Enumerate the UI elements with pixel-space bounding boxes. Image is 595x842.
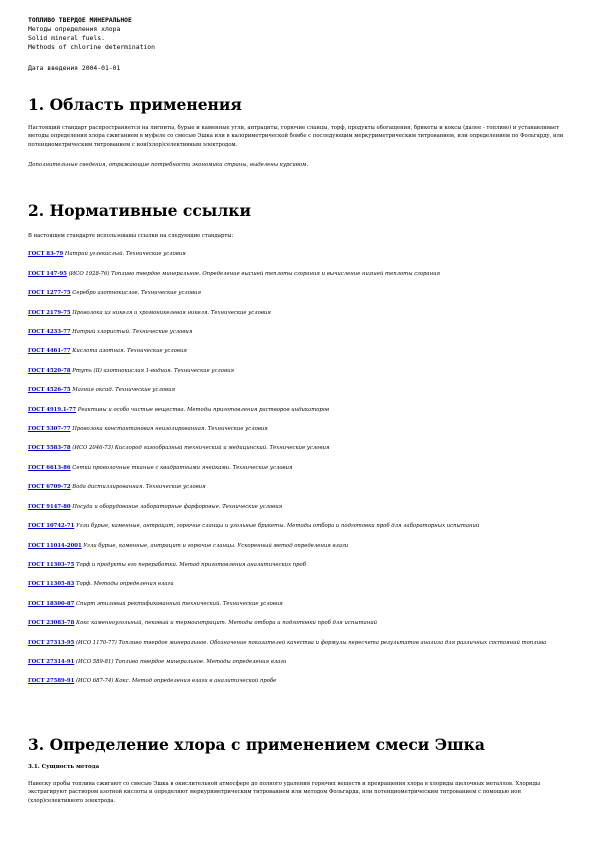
reference-link[interactable]: ГОСТ 5307-77 (28, 426, 71, 433)
section-chlorine (28, 734, 568, 805)
doc-subtitle-en: Methods of chlorine determination (28, 43, 155, 51)
reference-item (28, 561, 568, 569)
reference-link[interactable]: ГОСТ 9147-80 (28, 503, 71, 510)
reference-title: (ИСО 2046-73) Кислород газообразный технический и медицинский. Технические условия (70, 445, 330, 452)
reference-link[interactable]: ГОСТ 11014-2001 (28, 542, 82, 549)
reference-link[interactable]: ГОСТ 23083-78 (28, 620, 75, 627)
scope-note: Дополнительные сведения, отражающие потребности экономики страны, выделены курсивом. (28, 162, 309, 169)
reference-title: Реактивы и особо чистые вещества. Методы приготовления растворов индикаторов (76, 406, 330, 413)
section-references (28, 200, 568, 686)
doc-title: ТОПЛИВО ТВЕРДОЕ МИНЕРАЛЬНОЕ (28, 16, 132, 24)
reference-title: (ИСО 687-74) Кокс. Метод определения влаги в аналитической пробе (74, 678, 277, 685)
reference-item (28, 619, 568, 627)
reference-item (28, 580, 568, 588)
reference-link[interactable]: ГОСТ 6613-86 (28, 464, 71, 471)
reference-link[interactable]: ГОСТ 147-95 (28, 270, 67, 277)
references-intro: В настоящем стандарте использованы ссылки на следующие стандарты: (28, 233, 234, 239)
section-title: 2. Нормативные ссылки (28, 201, 251, 220)
reference-title: Серебро азотнокислое. Технические условия (70, 290, 201, 297)
reference-link[interactable]: ГОСТ 27313-95 (28, 639, 75, 646)
reference-item (28, 347, 568, 355)
reference-link[interactable]: ГОСТ 4520-78 (28, 367, 71, 374)
reference-title: Натрий углекислый. Технические условия (63, 251, 186, 258)
reference-title: (ИСО 1170-77) Топливо твердое минеральное. Обозначение показателей качества и формулы пересчета результатов анализа для различных состояний топлива (74, 639, 547, 646)
reference-title: Магния оксид. Технические условия (70, 387, 176, 394)
reference-title: Угли бурые, каменные, антрацит, горючие сланцы и угольные брикеты. Методы отбора и подготовки проб для лабораторных испытаний (74, 523, 480, 530)
reference-title: Спирт этиловый ректификованный технический. Технические условия (74, 600, 283, 607)
reference-title: Торф и продукты его переработки. Метод приготовления аналитических проб (74, 561, 306, 568)
reference-item (28, 309, 568, 317)
reference-title: Сетки проволочные тканые с квадратными ячейками. Технические условия (70, 464, 293, 471)
reference-item (28, 406, 568, 414)
reference-item (28, 483, 568, 491)
reference-link[interactable]: ГОСТ 4461-77 (28, 348, 71, 355)
reference-item (28, 522, 568, 530)
effective-date: Дата введения 2004-01-01 (28, 64, 121, 72)
reference-link[interactable]: ГОСТ 27589-91 (28, 678, 75, 685)
reference-title: Кислота азотная. Технические условия (70, 348, 187, 355)
reference-item (28, 658, 568, 666)
reference-link[interactable]: ГОСТ 4233-77 (28, 329, 71, 336)
subsection-title: 3.1. Сущность метода (28, 764, 100, 770)
reference-item (28, 289, 568, 297)
reference-link[interactable]: ГОСТ 4919.1-77 (28, 406, 77, 413)
references-list (28, 250, 568, 685)
reference-title: Натрий хлористый. Технические условия (70, 329, 193, 336)
reference-link[interactable]: ГОСТ 11305-83 (28, 581, 75, 588)
reference-item (28, 386, 568, 394)
doc-subtitle: Методы определения хлора (28, 25, 121, 33)
reference-title: Угли бурые, каменные, антрацит и горючие сланцы. Ускоренный метод определения влаги (81, 542, 349, 549)
reference-item (28, 270, 568, 278)
reference-item (28, 542, 568, 550)
reference-link[interactable]: ГОСТ 4526-75 (28, 387, 71, 394)
reference-item (28, 425, 568, 433)
reference-title: Вода дистиллированная. Технические условия (70, 484, 206, 491)
reference-title: Ртуть (II) азотнокислая 1-водная. Технические условия (70, 367, 234, 374)
reference-title: Кокс каменноугольный, пековый и термоантрацит. Методы отбора и подготовки проб для испытаний (74, 620, 378, 627)
reference-item (28, 250, 568, 258)
reference-title: Проволока из никеля и хромоникелевая никеля. Технические условия (70, 309, 271, 316)
scope-paragraph: Настоящий стандарт распространяется на лигниты, бурые и каменные угли, антрациты, горючие сланцы, торф, продукты обогащения, брикеты и коксы (далее - топливо) и устанавливает методы определения хлора сжиганием в муфеле со смесью Эшка или в калориметрической бомбе с последующим меркуриметрическим титрованием, или определением по Фольгарду, или потенциометрическим титрованием с ион(хлор)селективным электродом. (28, 125, 564, 148)
reference-link[interactable]: ГОСТ 18300-87 (28, 600, 75, 607)
reference-title: (ИСО 589-81) Топливо твердое минеральное. Методы определения влаги (74, 658, 287, 665)
reference-link[interactable]: ГОСТ 5583-78 (28, 445, 71, 452)
section-scope (28, 94, 568, 170)
reference-item (28, 639, 568, 647)
reference-item (28, 328, 568, 336)
reference-link[interactable]: ГОСТ 2179-75 (28, 309, 71, 316)
reference-link[interactable]: ГОСТ 1277-75 (28, 290, 71, 297)
reference-link[interactable]: ГОСТ 10742-71 (28, 523, 75, 530)
reference-title: Проволока константановая неизолированная. Технические условия (70, 426, 268, 433)
reference-item (28, 464, 568, 472)
method-paragraph: Навеску пробы топлива сжигают со смесью Эшка в окислительной атмосфере до полного удаления горючих веществ и превращения хлора в хлориды щелочных металлов. Хлориды экстрагируют раствором азотной кислоты и определяют меркуриметрическим титрованием или методом Фольгарда, или потенциометрическим титрованием с помощью ион (хлор)селективного электрода. (28, 781, 541, 804)
reference-item (28, 600, 568, 608)
doc-title-en: Solid mineral fuels. (28, 34, 105, 42)
section-title: 1. Область применения (28, 95, 242, 114)
reference-title: Посуда и оборудование лабораторные фарфоровые. Технические условия (70, 503, 283, 510)
reference-item (28, 677, 568, 685)
reference-title: Торф. Методы определения влаги (74, 581, 174, 588)
reference-item (28, 367, 568, 375)
reference-link[interactable]: ГОСТ 27314-91 (28, 658, 75, 665)
reference-title: (ИСО 1928-76) Топливо твердое минеральное. Определение высшей теплоты сгорания и вычисление низшей теплоты сгорания (66, 270, 440, 277)
reference-item (28, 503, 568, 511)
reference-link[interactable]: ГОСТ 6709-72 (28, 484, 71, 491)
reference-link[interactable]: ГОСТ 83-79 (28, 251, 64, 258)
reference-item (28, 444, 568, 452)
document-page (28, 16, 568, 804)
section-title: 3. Определение хлора с применением смеси Эшка (28, 735, 485, 754)
reference-link[interactable]: ГОСТ 11303-75 (28, 561, 75, 568)
